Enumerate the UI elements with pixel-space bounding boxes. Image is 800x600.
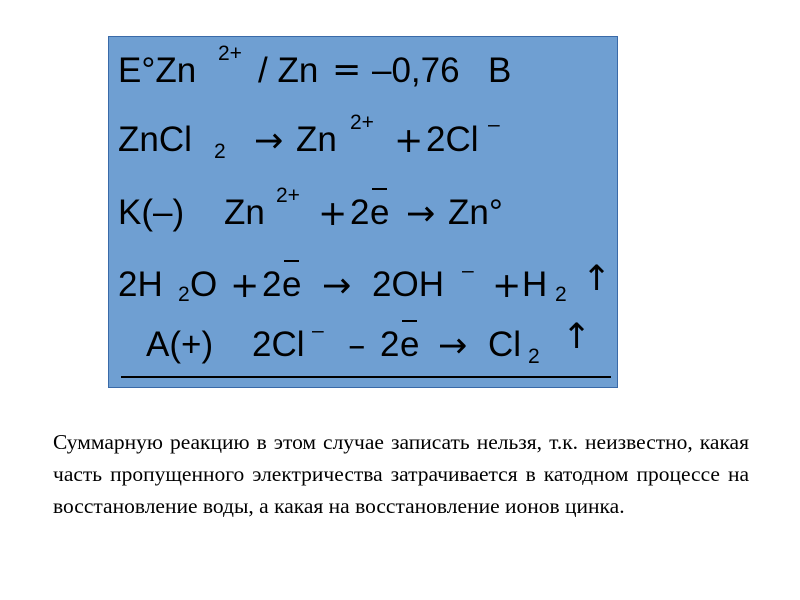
- explanation-paragraph: Суммарную реакцию в этом случае записать нельзя, т.к. неизвестно, какая часть пропущенного электричества затрачивается в катодном процессе на восстановление воды, а какая на восстановление ионов цинка.: [53, 430, 749, 518]
- eq4-h2-sub: 2: [555, 283, 567, 306]
- eq2-cl-charge: –: [488, 113, 500, 136]
- eq2-zncl: ZnCl: [118, 120, 192, 159]
- eq5-anode: A(+): [146, 325, 214, 364]
- eq3-plus: +: [318, 194, 348, 234]
- eq4-2h: 2H: [118, 265, 163, 304]
- eq4-plus1: +: [230, 266, 260, 306]
- eq3-arrow: →: [406, 194, 436, 234]
- equation-underline: [121, 376, 611, 378]
- eq3-two: 2: [350, 193, 370, 232]
- eq5-cl-charge: –: [312, 319, 324, 342]
- eq4-arrow: →: [322, 266, 352, 306]
- eq5-electron: e: [400, 325, 420, 364]
- eq4-plus2: +: [492, 266, 522, 306]
- eq1-e0: E°Zn: [118, 51, 197, 90]
- eq2-zn: Zn: [296, 120, 337, 159]
- eq4-2oh: 2OH: [372, 265, 444, 304]
- eq1-slash-zn: / Zn: [258, 51, 319, 90]
- eq5-arrow: →: [438, 326, 468, 366]
- eq2-sub2: 2: [214, 140, 226, 163]
- eq5-2cl: 2Cl: [252, 325, 305, 364]
- eq5-up-arrow: ↑: [562, 317, 592, 357]
- eq1-unit: В: [488, 51, 512, 90]
- eq5-two: 2: [380, 325, 400, 364]
- eq1-value: –0,76: [372, 51, 460, 90]
- eq1-equals: =: [332, 50, 362, 90]
- eq5-cl2: Cl: [488, 325, 522, 364]
- eq3-zn: Zn: [224, 193, 265, 232]
- eq3-cathode: K(–): [118, 193, 185, 232]
- eq1-zn-charge: 2+: [218, 42, 242, 65]
- eq2-arrow: →: [254, 121, 284, 161]
- eq4-o: O: [190, 265, 218, 304]
- eq4-electron: e: [282, 265, 302, 304]
- eq5-minus: –: [348, 326, 366, 366]
- eq3-electron: e: [370, 193, 390, 232]
- eq3-zn0: Zn°: [448, 193, 503, 232]
- eq4-sub2: 2: [178, 283, 190, 306]
- eq4-two: 2: [262, 265, 282, 304]
- eq4-h2: H: [522, 265, 548, 304]
- eq2-plus: +: [394, 121, 424, 161]
- eq4-up-arrow: ↑: [582, 259, 612, 299]
- eq5-cl2-sub: 2: [528, 345, 540, 368]
- eq2-2cl: 2Cl: [426, 120, 479, 159]
- eq3-zn-charge: 2+: [276, 184, 300, 207]
- eq4-oh-charge: –: [462, 259, 474, 282]
- eq2-zn-charge: 2+: [350, 111, 374, 134]
